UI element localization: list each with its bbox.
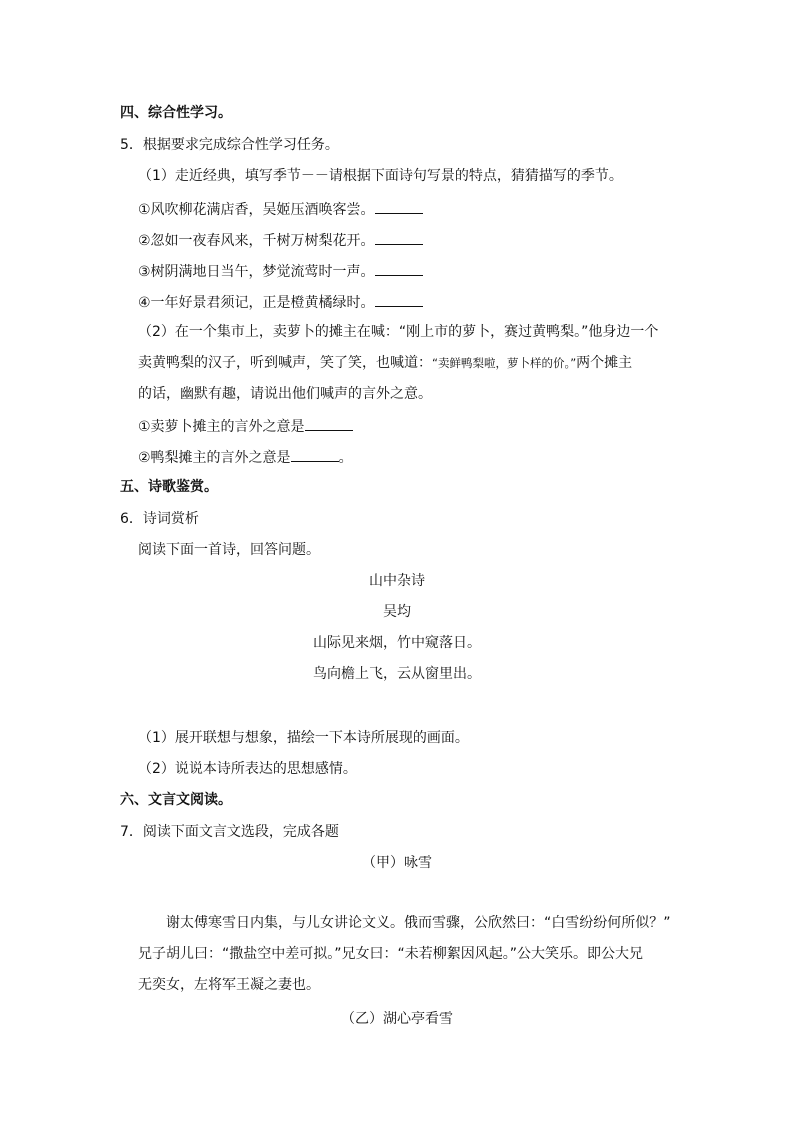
answer-blank[interactable] [375, 261, 423, 276]
answer-blank[interactable] [375, 230, 423, 245]
question-5: 5．根据要求完成综合性学习任务。 [120, 137, 339, 153]
poem-author: 吴均 [383, 604, 411, 620]
poem-line-item [138, 261, 423, 281]
instruction: 阅读下面一首诗，回答问题。 [138, 542, 320, 558]
part-2-text: 卖黄鸭梨的汉子，听到喊声，笑了笑，也喊道： [138, 355, 432, 371]
section-heading-6: 六、文言文阅读。 [120, 792, 232, 808]
answer-end-mark: 。 [338, 450, 353, 466]
question-5-part-1: （1）走近经典，填写季节－－请根据下面诗句写景的特点，猜猜描写的季节。 [138, 168, 623, 184]
poem-line-text: ③树阴满地日当午，梦觉流莺时一声。 [138, 264, 375, 280]
question-5-part-2-line [138, 354, 632, 372]
poem-line: 山际见来烟，竹中窥落日。 [313, 635, 481, 651]
sub-question: （1）展开联想与想象，描绘一下本诗所展现的画面。 [138, 730, 469, 746]
sub-question: （2）说说本诗所表达的思想感情。 [138, 761, 357, 777]
answer-prompt: ②鸭梨摊主的言外之意是 [138, 450, 291, 466]
part-2-text: 两个摊主 [576, 355, 633, 371]
question-6: 6．诗词赏析 [120, 511, 199, 527]
answer-blank[interactable] [375, 199, 423, 214]
poem-line-text: ②忽如一夜春风来，千树万树梨花开。 [138, 233, 375, 249]
answer-line [138, 416, 353, 436]
answer-prompt: ①卖萝卜摊主的言外之意是 [138, 419, 305, 435]
poem-line-text: ①风吹柳花满店香，吴姬压酒唤客尝。 [138, 202, 375, 218]
answer-blank[interactable] [291, 447, 339, 462]
poem-line-item [138, 292, 423, 312]
passage-line: 谢太傅寒雪日内集，与儿女讲论文义。俄而雪骤，公欣然曰：“白雪纷纷何所似？” [166, 915, 671, 931]
poem-title: 山中杂诗 [369, 573, 425, 589]
question-5-part-2-line: （2）在一个集市上，卖萝卜的摊主在喊：“刚上市的萝卜，赛过黄鸭梨。”他身边一个 [138, 324, 659, 340]
passage-title: （甲）咏雪 [362, 855, 432, 871]
answer-line [138, 447, 353, 467]
vendor-quote: “卖鲜鸭梨啦，萝卜样的价。” [432, 356, 577, 370]
answer-blank[interactable] [375, 292, 423, 307]
passage-line: 兄子胡儿曰：“撒盐空中差可拟。”兄女曰：“未若柳絮因风起。”公大笑乐。即公大兄 [138, 946, 644, 962]
question-7: 7．阅读下面文言文选段，完成各题 [120, 824, 339, 840]
section-heading-4: 四、综合性学习。 [120, 105, 232, 121]
poem-line: 鸟向檐上飞，云从窗里出。 [313, 666, 481, 682]
section-heading-5: 五、诗歌鉴赏。 [120, 479, 218, 495]
poem-line-text: ④一年好景君须记，正是橙黄橘绿时。 [138, 295, 375, 311]
passage-line: 无奕女，左将军王凝之妻也。 [138, 977, 320, 993]
answer-blank[interactable] [305, 416, 353, 431]
passage-title: （乙）湖心亭看雪 [341, 1011, 453, 1027]
poem-line-item [138, 199, 423, 219]
poem-line-item [138, 230, 423, 250]
question-5-part-2-line: 的话，幽默有趣，请说出他们喊声的言外之意。 [138, 386, 432, 402]
